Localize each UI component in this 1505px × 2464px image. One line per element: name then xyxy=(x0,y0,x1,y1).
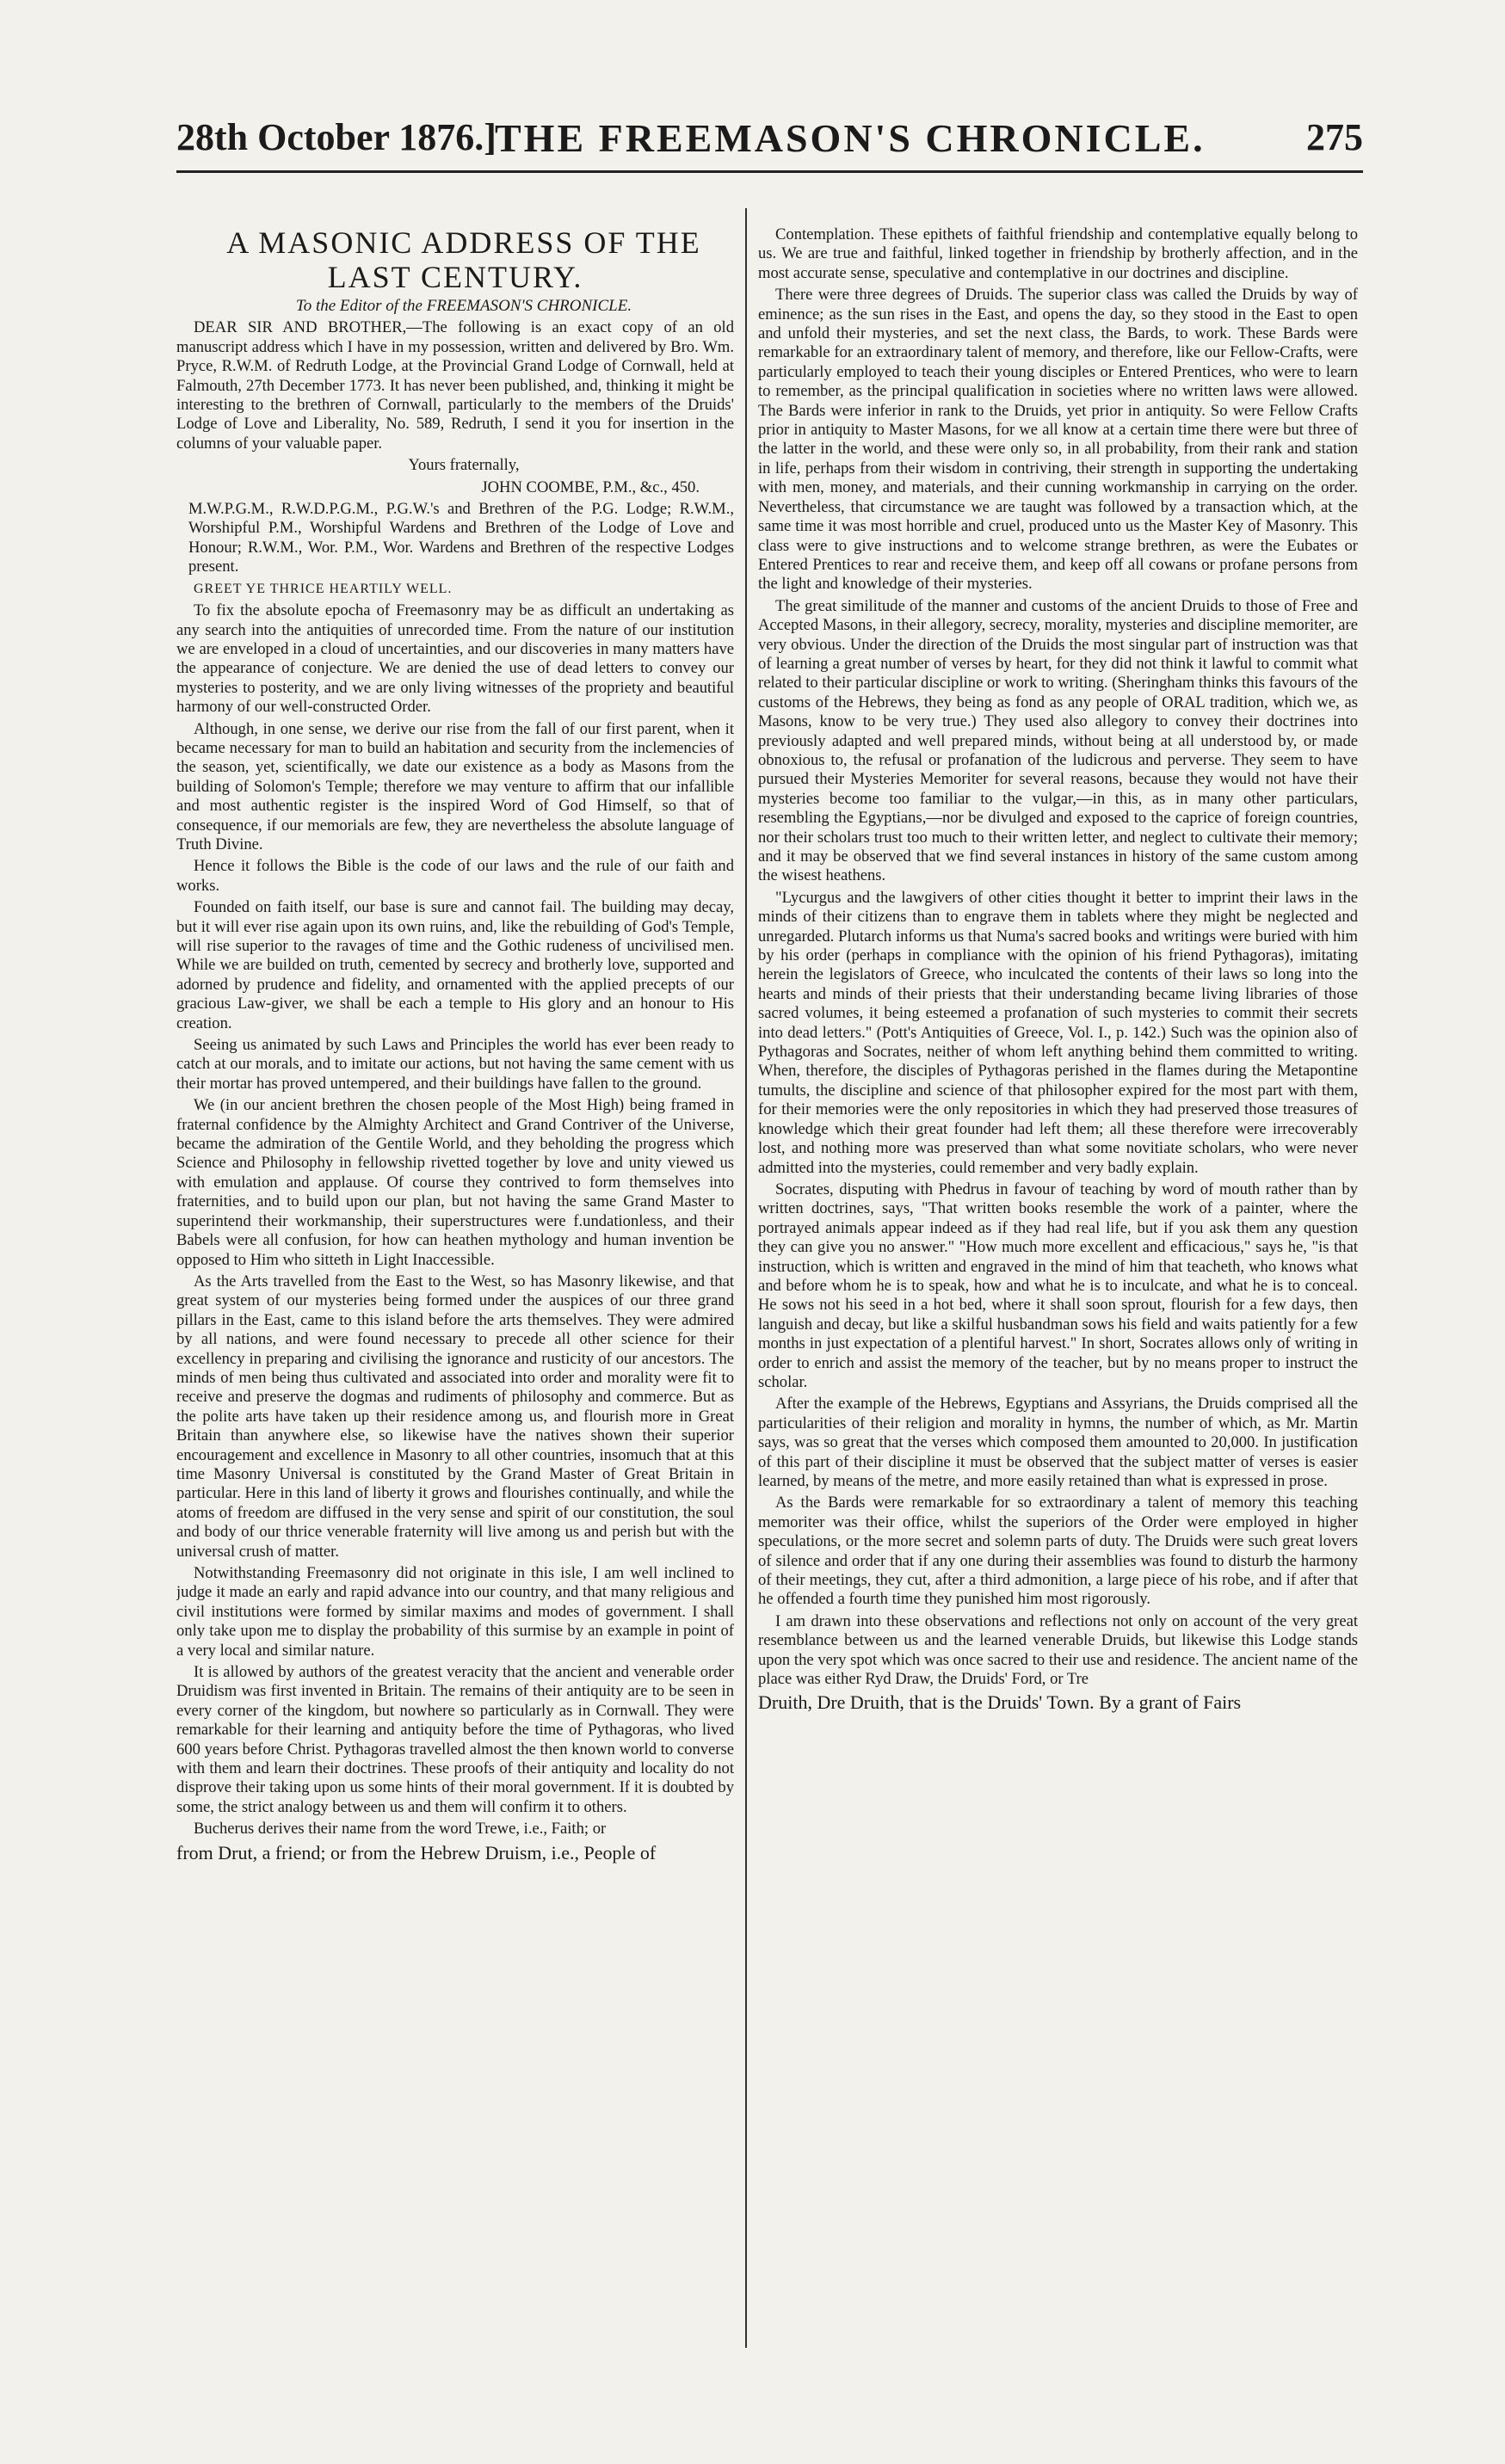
article-kicker: To the Editor of the FREEMASON'S CHRONICLE. xyxy=(295,297,632,315)
right-body xyxy=(758,225,1358,1689)
page-number: 275 xyxy=(1306,116,1363,158)
issue-date: 28th October 1876.] xyxy=(176,116,497,158)
body-paragraph: As the Bards were remarkable for so extraordinary a talent of memory this teaching memoriter was their office, whilst the superiors of the Order were employed in higher speculations, or the more secret and solemn parts of duty. The Druids were such great lovers of silence and order that if any one during their assemblies was found to disturb the harmony of their meetings, they cut, after a third admonition, a large piece of his robe, and if after that he offended a fourth time they punished him most rigorously. xyxy=(758,1494,1358,1609)
body-paragraph: Socrates, disputing with Phedrus in favour of teaching by word of mouth rather than by written doctrines, says, "That written books resemble the work of a painter, where the portrayed animals appear indeed as if they had real life, but if you ask them any question they can give you no answer." "How much more excellent and efficacious," says he, "is that instruction, which is written and engraved in the mind of him that teacheth, who knows what and before whom he is to speak, how and what he is to inculcate, and what he is to conceal. He sows not his seed in a hot bed, where it shall soon sprout, flourish for a few days, then languish and decay, but like a skilful husbandman sows his field and waits patiently for a few months in just expectation of a plentiful harvest." In short, Socrates allows only of writing in order to enrich and assist the memory of the teacher, but by no means proper to instruct the scholar. xyxy=(758,1180,1358,1391)
body-paragraph: After the example of the Hebrews, Egyptians and Assyrians, the Druids comprised all the particularities of their religion and morality in hymns, the number of which, as Mr. Martin says, was so great that the verses which composed them amounted to 20,000. In justification of this part of their discipline it must be observed that the subject matter of verses is easier learned, by means of the metre, and more easily retained than what is expressed in prose. xyxy=(758,1395,1358,1490)
body-paragraph: We (in our ancient brethren the chosen people of the Most High) being framed in fraternal confidence by the Almighty Architect and Grand Contriver of the Universe, became the admiration of the Gentile World, and they beholding the progress which Science and Philosophy in fellowship rivetted together by love and unity viewed us with emulation and applause. Of course they contrived to form themselves into fraternities, and to build upon our plan, but not having the same Grand Master to superintend their workmanship, their superstructures were f.undationless, and their Babels were all confusion, for how can heathen mythology and human invention be opposed to Him who sitteth in Light Inaccessible. xyxy=(176,1096,734,1269)
column-divider xyxy=(745,208,747,2348)
body-paragraph: I am drawn into these observations and reflections not only on account of the very great resemblance between us and the learned venerable Druids, but likewise this Lodge stands upon the very spot which was once sacred to their use and residence. The ancient name of the place was either Ryd Draw, the Druids' Ford, or Tre xyxy=(758,1611,1358,1689)
right-column xyxy=(758,225,1358,2337)
body-paragraph: Although, in one sense, we derive our rise from the fall of our first parent, when it became necessary for man to build an habitation and security from the inclemencies of the season, yet, scientifically, we date our existence as a body as Masons from the building of Solomon's Temple; therefore we may venture to affirm that our infallible and most authentic register is the inspired Word of God Himself, so that of consequence, if our memorials are few, they are nevertheless the absolute language of Truth Divine. xyxy=(176,719,734,853)
body-paragraph: As the Arts travelled from the East to the West, so has Masonry likewise, and that great system of our mysteries being formed under the auspices of our three grand pillars in the East, came to this island before the arts themselves. They were admired by all nations, and were found necessary to precede all other science for their excellency in preparing and civilising the ignorance and rusticity of our ancestors. The minds of men being thus cultivated and associated into order and morality were fit to receive and preserve the dogmas and rudiments of philosophy and commerce. But as the polite arts have taken up their residence among us, and flourish more in Great Britain than anywhere else, so likewise have the natives shown their superior encouragement and excellence in Masonry to all other countries, insomuch that at this time Masonry Universal is constituted by the Grand Master of Great Britain in particular. Here in this land of liberty it grows and flourishes continually, and while the atoms of freedom are diffused in the very sense and spirit of our constitution, the soul and body of our thrice venerable fraternity will live among us and perish but with the universal crush of matter. xyxy=(176,1272,734,1561)
left-body xyxy=(176,601,734,1839)
letter-paragraph: DEAR SIR AND BROTHER,—The following is an exact copy of an old manuscript address which I have in my possession, written and delivered by Bro. Wm. Pryce, R.W.M. of Redruth Lodge, at the Provincial Grand Lodge of Cornwall, held at Falmouth, 27th December 1773. It has never been published, and, thinking it might be interesting to the brethren of Cornwall, particularly to the members of the Druids' Lodge of Love and Liberality, No. 589, Redruth, I send it you for insertion in the columns of your valuable paper. xyxy=(176,318,734,453)
body-paragraph: Contemplation. These epithets of faithful friendship and contemplative equally belong to us. We are true and faithful, linked together in friendship by brotherly affection, and in the most accurate sense, speculative and contemplative in our doctrines and discipline. xyxy=(758,225,1358,282)
body-paragraph: Bucherus derives their name from the word Trewe, i.e., Faith; or xyxy=(194,1820,607,1839)
body-paragraph: Notwithstanding Freemasonry did not originate in this isle, I am well inclined to judge it made an early and rapid advance into our country, and that many religious and civil institutions were formed by similar maxims and modes of government. I shall only take upon me to display the probability of this surmise by an example in point of a very local and similar nature. xyxy=(176,1564,734,1660)
letter-closing: Yours fraternally, xyxy=(408,456,520,475)
body-paragraph: "Lycurgus and the lawgivers of other cities thought it better to imprint their laws in the minds of their citizens than to engrave them in tablets where they might be neglected and unregarded. Plutarch informs us that Numa's sacred books and writings were buried with him by his order (perhaps in compliance with the opinion of his friend Pythagoras), imitating herein the legislators of Greece, who inculcated the contents of their laws so long into the hearts and minds of their priests that their understanding became living libraries of those sacred volumes, it being esteemed a profanation of such mysteries to commit their secrets into dead letters." (Pott's Antiquities of Greece, Vol. I., p. 142.) Such was the opinion also of Pythagoras and Socrates, neither of whom left anything behind them committed to writing. When, therefore, the disciples of Pythagoras perished in the flames during the Metapontine tumults, the discipline and science of that philosopher expired for the most part with them, for their memories were the only repositories in which they had preserved those treasures of knowledge which their great founder had left them; all these therefore were irrecoverably lost, and nothing more was preserved than what some novitiate scholars, who were never admitted into the mysteries, could remember and very badly explain. xyxy=(758,888,1358,1177)
article-headline: A MASONIC ADDRESS OF THE LAST CENTURY. xyxy=(226,225,701,294)
body-paragraph: The great similitude of the manner and customs of the ancient Druids to those of Free and Accepted Masons, in their allegory, secrecy, morality, mysteries and discipline memoriter, are very obvious. Under the direction of the Druids the most singular part of instruction was that of learning a great number of verses by heart, for they did not think it lawful to commit what related to their particular discipline or work to writing. (Sheringham thinks this favours of the customs of the Hebrews, they being as fond as any people of ORAL tradition, which we, as Masons, know to be very true.) They used also allegory to convey their doctrines into previously adapted and well prepared minds, without being at all understood by, or made obnoxious to, the refusal or profanation of the ludicrous and perverse. They seem to have pursued their Mysteries Memoriter for several reasons, because they would not have their mysteries become too familiar to the vulgar,—in this, as in many other particulars, resembling the Egyptians,—nor be divulged and exposed to the caprice of foreign countries, nor their scholars trust too much to their written letter, and neglect to cultivate their memory; and it may be observed that we find several instances in history of the same custom among the wisest heathens. xyxy=(758,596,1358,885)
body-paragraph: There were three degrees of Druids. The superior class was called the Druids by way of eminence; as the sun rises in the East, and opens the day, so they stood in the East to open and unfold their mysteries, and set the next class, the Bards, to work. These Bards were remarkable for an extraordinary talent of memory, and therefore, like our Fellow-Crafts, were particularly employed to teach their young disciples or Entered Prentices, who were to learn to remember, as the principal qualification in societies where no written laws were allowed. The Bards were inferior in rank to the Druids, yet prior in antiquity. So were Fellow Crafts prior in antiquity to Master Masons, for we all know at a certain time there were but three of the latter in the world, and these were only so, in all probability, from their rank and station in life, perhaps from their wisdom in contriving, their strength in supporting the undertaking with men, money, and materials, and their cunning workmanship in carrying on the order. Nevertheless, that circumstance we are taught was followed by a transaction which, at the same time it was most horrible and cruel, produced unto us the Master Key of Masonry. This class were to give instructions and to welcome strange brethren, as were the Eubates or Entered Prentices to rear and receive them, and keep off all cowans or profane persons from the light and knowledge of their mysteries. xyxy=(758,286,1358,594)
body-paragraph: To fix the absolute epocha of Freemasonry may be as difficult an undertaking as any search into the antiquities of unrecorded time. From the nature of our institution we are enveloped in a cloud of uncertainties, and our discoveries in many matters have the appearance of conjecture. We are denied the use of dead letters to convey our mysteries to posterity, and we are only living witnesses of the propriety and beautiful harmony of our well-constructed Order. xyxy=(176,601,734,717)
right-last-line: Druith, Dre Druith, that is the Druids' Town. By a grant of Fairs xyxy=(758,1691,1242,1714)
body-paragraph: It is allowed by authors of the greatest veracity that the ancient and venerable order Druidism was first invented in Britain. The remains of their antiquity are to be seen in every corner of the kingdom, but nowhere so particularly as in Cornwall. They were remarkable for their learning and antiquity before the time of Pythagoras, who lived 600 years before Christ. Pythagoras travelled almost the then known world to converse with them and learn their doctrines. These proofs of their antiquity and locality do not disprove their taking upon us some hints of their moral government. If it is doubted by some, the strict analogy between us and them will confirm it to others. xyxy=(176,1663,734,1816)
letter-signature: JOHN COOMBE, P.M., &c., 450. xyxy=(481,477,700,496)
greeting: GREET YE THRICE HEARTILY WELL. xyxy=(194,581,453,596)
left-last-line: from Drut, a friend; or from the Hebrew Druism, i.e., People of xyxy=(176,1841,657,1863)
left-column xyxy=(176,225,734,2337)
masthead xyxy=(176,110,1363,173)
body-paragraph: Seeing us animated by such Laws and Principles the world has ever been ready to catch at our morals, and to imitate our actions, but not having the same cement with us their mortar has proved untempered, and their buildings have fallen to the ground. xyxy=(176,1036,734,1093)
body-paragraph: Hence it follows the Bible is the code of our laws and the rule of our faith and works. xyxy=(176,857,734,895)
publication-title: THE FREEMASON'S CHRONICLE. xyxy=(495,116,1206,160)
address-salutation: M.W.P.G.M., R.W.D.P.G.M., P.G.W.'s and Brethren of the P.G. Lodge; R.W.M., Worshipful P.M., Worshipful Wardens and Brethren of the Lodge of Love and Honour; R.W.M., Wor. P.M., Wor. Wardens and Brethren of the respective Lodges present. xyxy=(188,500,734,576)
body-paragraph: Founded on faith itself, our base is sure and cannot fail. The building may decay, but it will ever rise again upon its own ruins, and, like the rebuilding of God's Temple, will rise superior to the ravages of time and the Gothic rudeness of uncivilised men. While we are builded on truth, cemented by secrecy and brotherly love, supported and adorned by prudence and fidelity, and ornamented with the applied precepts of our gracious Law-giver, we shall be each a temple to His glory and an honour to His creation. xyxy=(176,898,734,1032)
